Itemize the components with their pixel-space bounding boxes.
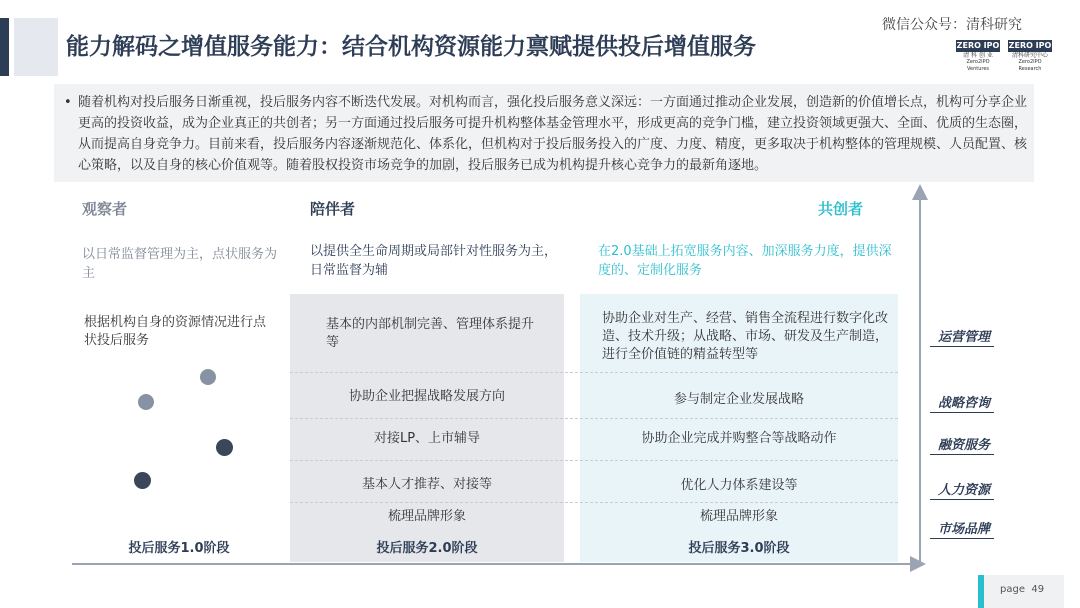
companion-row-operations: 基本的内部机制完善、管理体系提升等 — [326, 317, 535, 350]
cocreator-row-strategy: 参与制定企业发展战略 — [673, 392, 804, 407]
category-underline — [930, 538, 994, 539]
wechat-watermark: 微信公众号：清科研究 — [882, 17, 1022, 33]
title-accent-box — [14, 18, 58, 76]
category-brand: 市场品牌 — [938, 522, 991, 537]
companion-row-financing: 对接LP、上市辅导 — [373, 431, 481, 446]
page-title: 能力解码之增值服务能力：结合机构资源能力禀赋提供投后增值服务 — [66, 34, 756, 60]
category-strategy: 战略咨询 — [938, 396, 991, 411]
axes — [60, 184, 940, 576]
cocreator-row-brand: 梳理品牌形象 — [699, 509, 778, 524]
companion-row-brand: 梳理品牌形象 — [387, 509, 466, 524]
cocreator-row-financing: 协助企业完成并购整合等战略动作 — [641, 431, 837, 446]
category-underline — [930, 346, 994, 347]
stage-label-2: 投后服务2.0阶段 — [376, 541, 478, 556]
category-underline — [930, 499, 994, 500]
stage-label-3: 投后服务3.0阶段 — [688, 541, 790, 556]
column-title-cocreator: 共创者 — [818, 200, 864, 218]
page-number: page 49 — [1000, 584, 1045, 595]
column-desc-companion: 以提供全生命周期或局部针对性服务为主，日常监督为辅 — [310, 244, 558, 278]
cocreator-row-hr: 优化人力体系建设等 — [680, 478, 798, 493]
companion-row-strategy: 协助企业把握战略发展方向 — [348, 389, 505, 404]
category-underline — [930, 412, 994, 413]
category-financing: 融资服务 — [938, 438, 991, 453]
column-desc-cocreator: 在2.0基础上拓宽服务内容、加深服务力度，提供深度的、定制化服务 — [598, 244, 892, 278]
page-accent-bar — [978, 575, 984, 608]
observer-body-text: 根据机构自身的资源情况进行点状投后服务 — [84, 315, 267, 348]
category-operations: 运营管理 — [938, 330, 991, 345]
column-desc-observer: 以日常监督管理为主，点状服务为主 — [82, 247, 278, 281]
cocreator-row-operations: 协助企业对生产、经营、销售全流程进行数字化改造、技术升级；从战略、市场、研发及生产制造，进行全价值链的精益转型等 — [602, 311, 889, 362]
category-underline — [930, 454, 994, 455]
intro-box — [54, 84, 1034, 182]
intro-text: 随着机构对投后服务日渐重视，投后服务内容不断迭代发展。对机构而言，强化投后服务意义深远：一方面通过推动企业发展，创造新的价值增长点，机构可分享企业更高的投资收益，成为企业真正的共创者；另一方面通过投后服务可提升机构整体基金管理水平，形成更高的竞争门槛，建立投资领域更强大、全面、优质的生态圈，从而提高自身竞争力。目前来看，投后服务内容逐渐规范化、体系化，但机构对于投后服务投入的广度、力度、精度，更多取决于机构整体的管理规模、人员配置、核心策略，以及自身的核心价值观等。随着股权投资市场竞争的加剧，投后服务已成为机构提升核心竞争力的最新角逐地。 — [78, 95, 1028, 173]
bullet: • — [64, 95, 72, 110]
stage-label-1: 投后服务1.0阶段 — [128, 541, 230, 556]
column-title-observer: 观察者 — [82, 200, 128, 218]
category-hr: 人力资源 — [938, 483, 991, 498]
companion-row-hr: 基本人才推荐、对接等 — [361, 477, 492, 492]
column-title-companion: 陪伴者 — [310, 200, 356, 218]
zero2ipo-ventures-logo: ZERO IPO 清 科 创 业 Zero2IPO Ventures — [956, 41, 1000, 72]
zero2ipo-research-logo: ZERO IPO 清科研究中心 Zero2IPO Research — [1008, 41, 1052, 72]
